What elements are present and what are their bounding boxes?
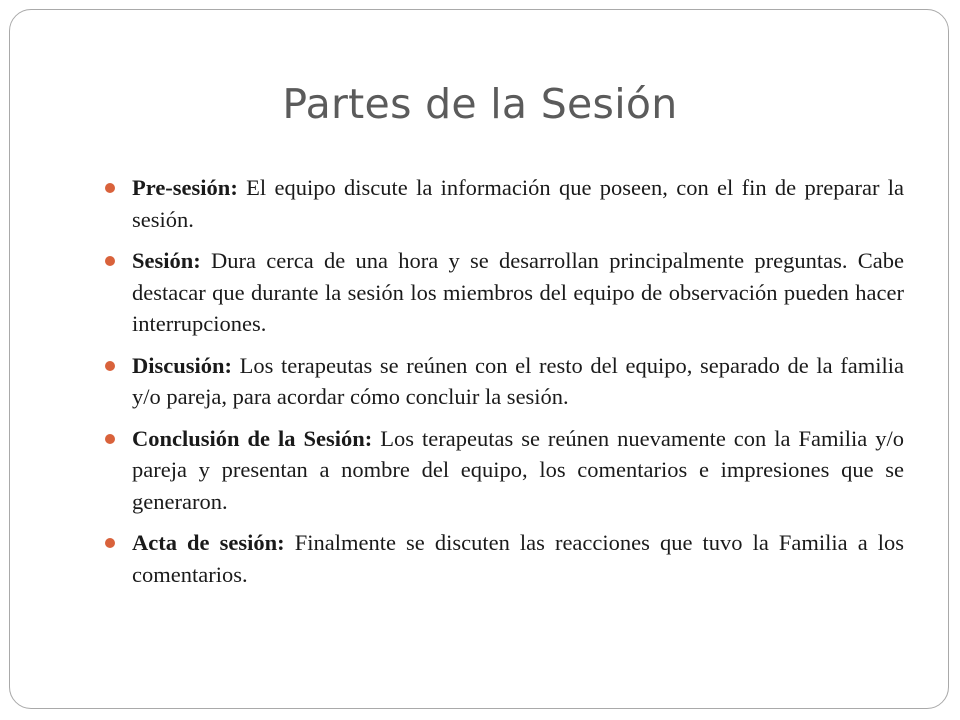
bullet-dot-icon xyxy=(105,361,115,371)
bullet-text: Los terapeutas se reúnen nuevamente con la Familia y/o pareja y presentan a nombre del equipo, los comentarios e impresiones que se generaron. xyxy=(132,425,904,514)
bullet-dot-icon xyxy=(105,256,115,266)
bullet-text: Los terapeutas se reúnen con el resto del equipo, separado de la familia y/o pareja, para acordar cómo concluir la sesión. xyxy=(132,352,904,409)
bullet-term: Pre-sesión: xyxy=(132,175,238,200)
bullet-text: Finalmente se discuten las reacciones que tuvo la Familia a los comentarios. xyxy=(132,530,905,587)
bullet-term: Acta de sesión: xyxy=(132,530,285,555)
bullet-item-conclusion xyxy=(104,423,904,518)
bullet-dot-icon xyxy=(105,183,115,193)
bullet-term: Conclusión de la Sesión: xyxy=(132,425,373,451)
bullet-item-pre-sesion xyxy=(104,172,904,235)
bullet-term: Sesión: xyxy=(132,248,201,273)
bullet-dot-icon xyxy=(105,538,115,548)
bullet-text: El equipo discute la información que poseen, con el fin de preparar la sesión. xyxy=(132,175,905,232)
bullet-list xyxy=(104,172,904,600)
bullet-dot-icon xyxy=(105,434,115,444)
bullet-term: Discusión: xyxy=(132,352,233,378)
slide-title: Partes de la Sesión xyxy=(282,80,678,128)
bullet-item-acta xyxy=(104,527,904,590)
bullet-item-discusion xyxy=(104,350,904,413)
bullet-item-sesion xyxy=(104,245,904,340)
bullet-text: Dura cerca de una hora y se desarrollan principalmente preguntas. Cabe destacar que durante la sesión los miembros del equipo de observación pueden hacer interrupciones. xyxy=(132,248,904,336)
